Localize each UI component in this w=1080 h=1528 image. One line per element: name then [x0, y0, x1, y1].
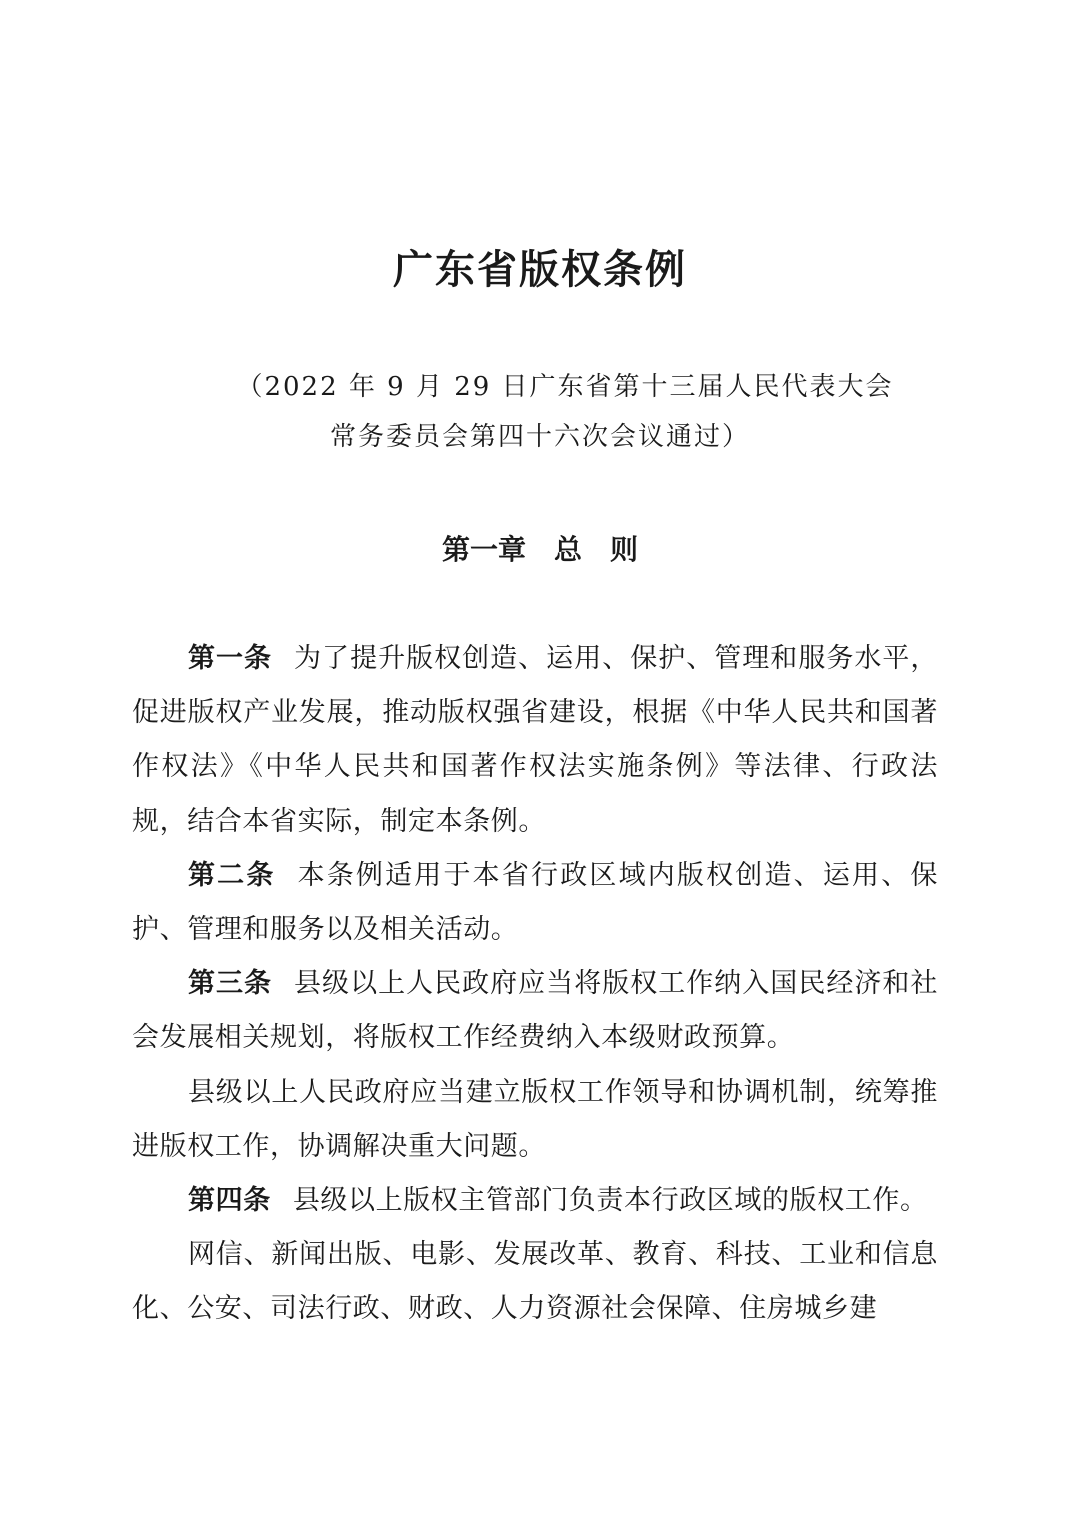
article-number: 第一条 — [188, 643, 273, 674]
paragraph-text: 县级以上人民政府应当建立版权工作领导和协调机制，统筹推进版权工作，协调解决重大问题。 — [132, 1076, 938, 1162]
adoption-note — [0, 362, 1080, 462]
paragraph-article-4-clause-2 — [132, 1228, 938, 1336]
paragraph-text: 网信、新闻出版、电影、发展改革、教育、科技、工业和信息化、公安、司法行政、财政、人力资源社会保障、住房城乡建 — [132, 1239, 938, 1325]
article-number: 第四条 — [188, 1185, 271, 1217]
chapter-heading: 第一章 总 则 — [441, 533, 638, 566]
paragraph-article-4 — [132, 1174, 938, 1228]
paragraph-article-3 — [132, 957, 938, 1065]
paragraph-article-3-clause-2 — [132, 1066, 938, 1174]
paragraph-article-2 — [132, 849, 938, 957]
paragraph-text: 县级以上版权主管部门负责本行政区域的版权工作。 — [292, 1185, 928, 1217]
adoption-note-line-1: （2022 年 9 月 29 日广东省第十三届人民代表大会 — [236, 372, 894, 402]
paragraph-text: 为了提升版权创造、运用、保护、管理和服务水平，促进版权产业发展，推动版权强省建设，根据《中华人民共和国著作权法》《中华人民共和国著作权法实施条例》等法律、行政法规，结合本省实际，制定本条例。 — [132, 643, 938, 837]
paragraph-text: 县级以上人民政府应当将版权工作纳入国民经济和社会发展相关规划，将版权工作经费纳入本级财政预算。 — [132, 968, 938, 1054]
adoption-note-line-2: 常务委员会第四十六次会议通过） — [329, 422, 750, 452]
paragraph-article-1 — [132, 632, 938, 849]
paragraph-text: 本条例适用于本省行政区域内版权创造、运用、保护、管理和服务以及相关活动。 — [132, 859, 938, 946]
document-body — [132, 632, 938, 1337]
article-number: 第二条 — [188, 859, 276, 891]
document-title: 广东省版权条例 — [393, 247, 687, 293]
article-number: 第三条 — [188, 968, 273, 1000]
